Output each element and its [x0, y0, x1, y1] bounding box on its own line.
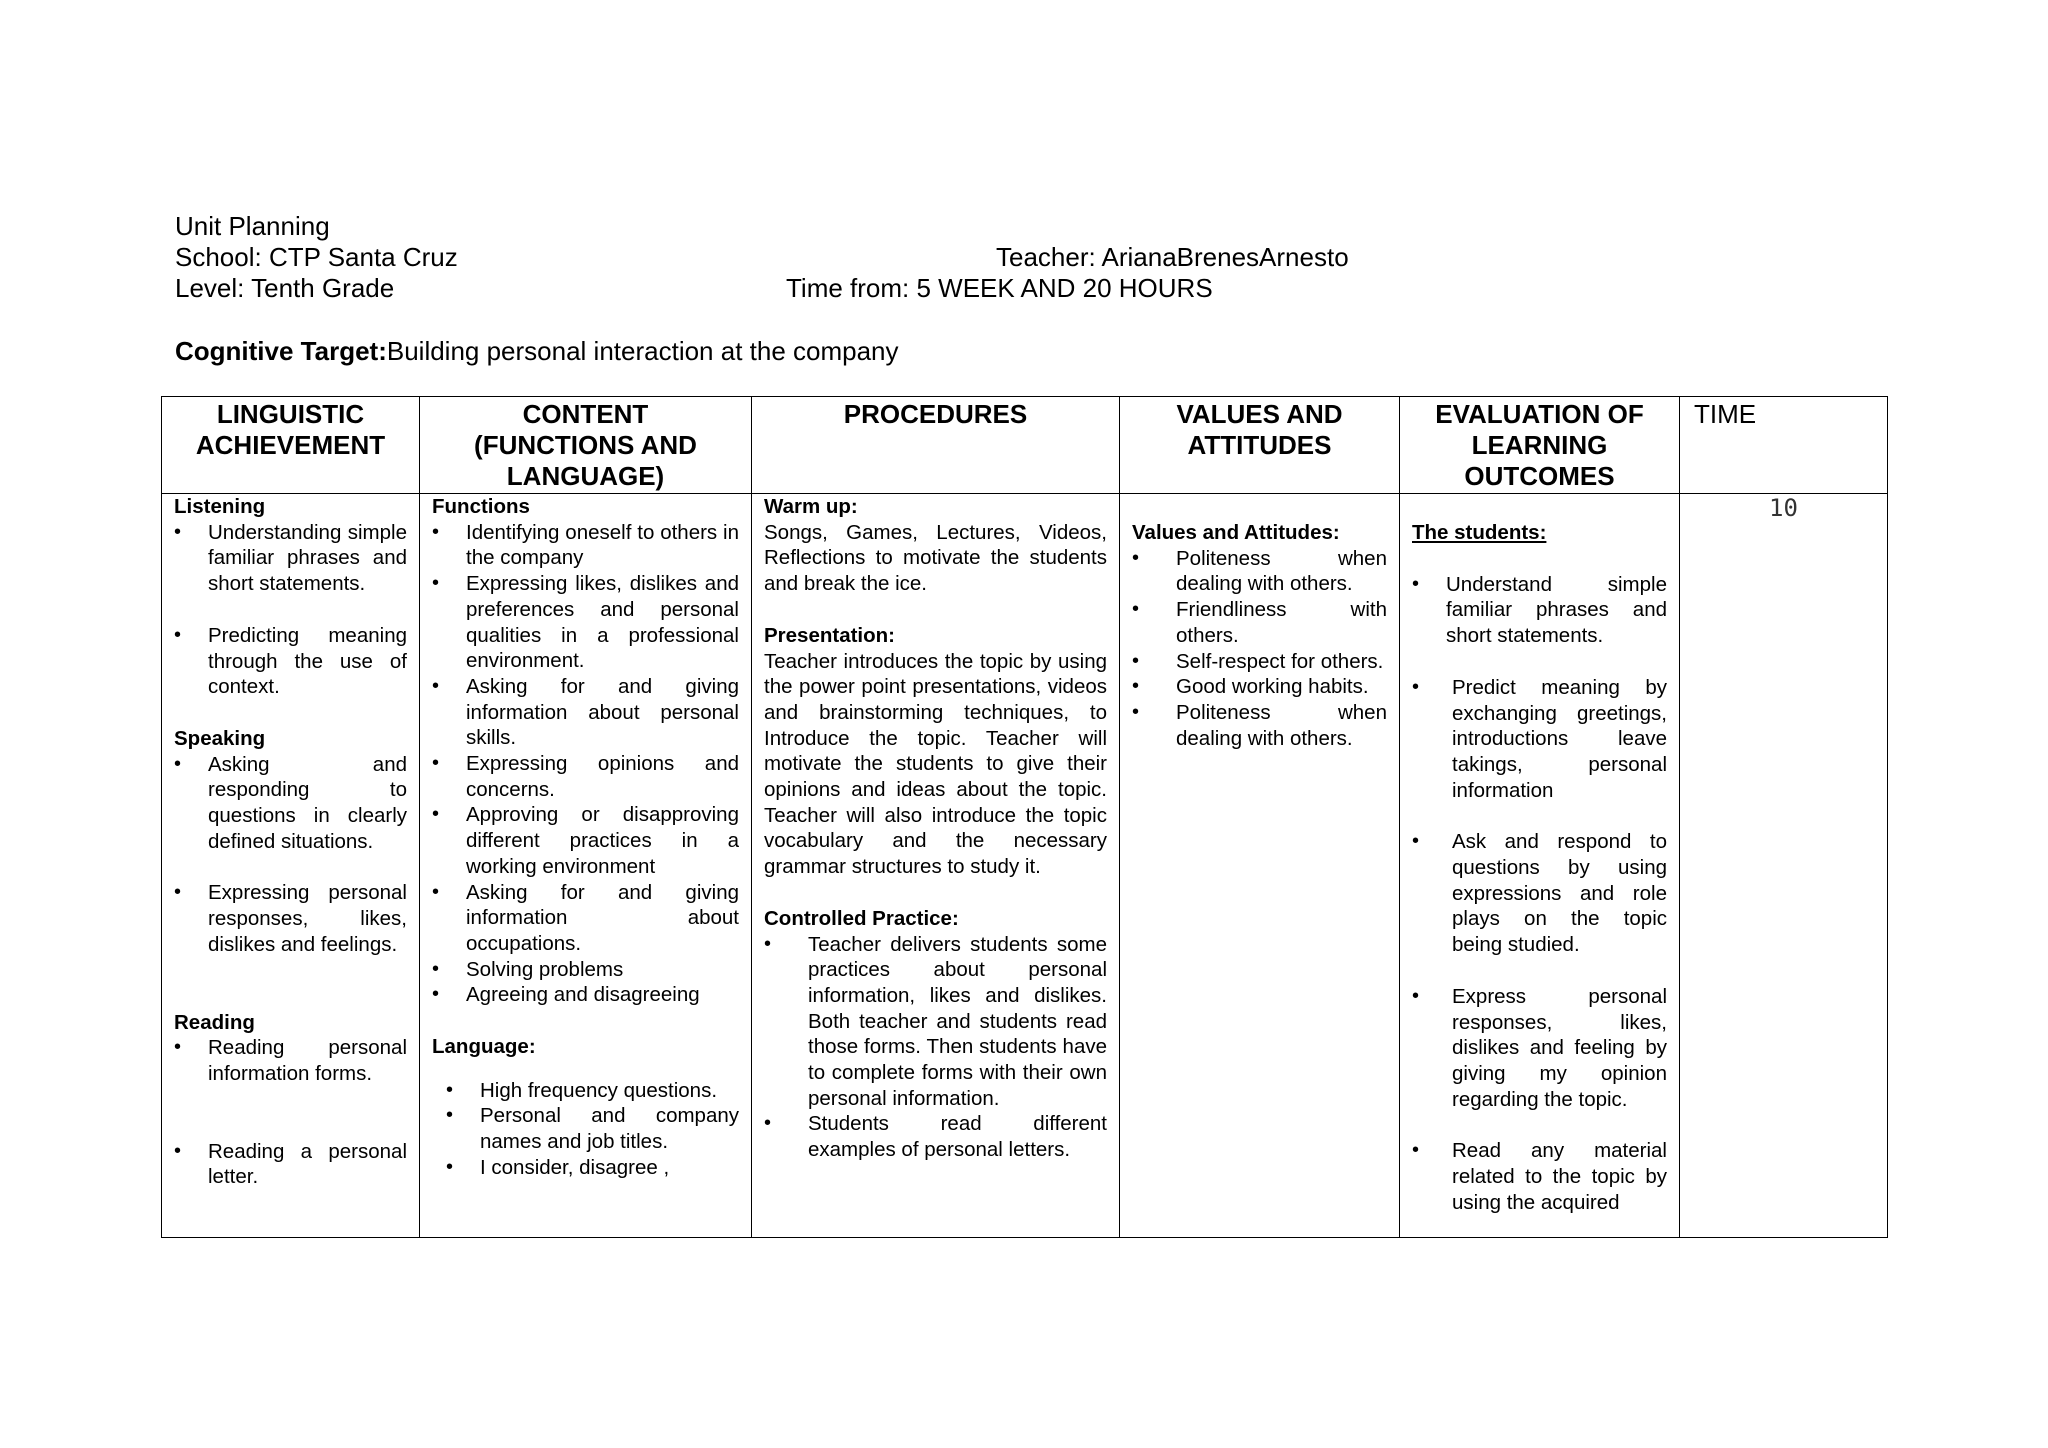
list-item: • Read any material related to the topic by using the acquired	[1412, 1138, 1667, 1215]
reading-title: Reading	[174, 1010, 255, 1034]
header-row	[162, 397, 1888, 494]
evaluation-list	[1412, 572, 1667, 1216]
list-item: • Students read different examples of personal letters.	[764, 1111, 1107, 1162]
teacher-label: Teacher: ArianaBrenesArnesto	[996, 242, 1349, 272]
list-item: • Identifying oneself to others in the company	[432, 520, 739, 571]
list-item: • Approving or disapproving different practices in a working environment	[432, 802, 739, 879]
list-item: • Expressing personal responses, likes, dislikes and feelings.	[174, 880, 407, 957]
warmup-title: Warm up:	[764, 495, 858, 518]
students-title: The students:	[1412, 521, 1547, 544]
document-title: Unit Planning	[175, 211, 330, 241]
evaluation-cell	[1400, 494, 1680, 1238]
content-cell	[420, 494, 752, 1238]
header-time: TIME	[1680, 397, 1888, 494]
reading-list	[174, 1035, 407, 1190]
controlled-practice-title: Controlled Practice:	[764, 906, 959, 930]
list-item: • Good working habits.	[1132, 674, 1387, 700]
list-item: • Express personal responses, likes, dislikes and feeling by giving my opinion regarding the topic.	[1412, 984, 1667, 1113]
list-item: • Asking for and giving information about occupations.	[432, 880, 739, 957]
language-title: Language:	[432, 1035, 536, 1059]
time-value: 10	[1769, 494, 1798, 522]
values-cell	[1120, 494, 1400, 1238]
cognitive-target	[175, 335, 899, 367]
procedures-cell	[752, 494, 1120, 1238]
list-item: • Reading a personal letter.	[174, 1139, 407, 1190]
list-item: • Teacher delivers students some practices about personal information, likes and dislikes. Both teacher and students read those forms. Then students have to complete forms with their own personal information.	[764, 932, 1107, 1112]
values-title: Values and Attitudes:	[1132, 521, 1340, 544]
listening-title: Listening	[174, 495, 266, 518]
header-procedures: PROCEDURES	[752, 397, 1120, 494]
list-item: • Reading personal information forms.	[174, 1035, 407, 1086]
header-evaluation: EVALUATION OF LEARNING OUTCOMES	[1400, 397, 1680, 494]
functions-list	[432, 520, 739, 1008]
time-from-label: Time from: 5 WEEK AND 20 HOURS	[786, 273, 1213, 303]
presentation-title: Presentation:	[764, 623, 895, 647]
functions-title: Functions	[432, 495, 530, 518]
cognitive-target-label: Cognitive Target:	[175, 336, 387, 366]
list-item: • Personal and company names and job titles.	[446, 1103, 739, 1154]
list-item: • Ask and respond to questions by using expressions and role plays on the topic being studied.	[1412, 829, 1667, 958]
header-content: CONTENT (FUNCTIONS AND LANGUAGE)	[420, 397, 752, 494]
list-item: • Politeness when dealing with others.	[1132, 700, 1387, 751]
list-item: • High frequency questions.	[446, 1078, 739, 1104]
list-item: • Asking and responding to questions in clearly defined situations.	[174, 752, 407, 855]
list-item: • Self-respect for others.	[1132, 649, 1387, 675]
list-item: • Solving problems	[432, 957, 739, 983]
list-item: • Understand simple familiar phrases and short statements.	[1412, 572, 1667, 649]
controlled-practice-list	[764, 932, 1107, 1163]
unit-plan-table	[161, 396, 1888, 1238]
list-item: • Friendliness with others.	[1132, 597, 1387, 648]
linguistic-cell	[162, 494, 420, 1238]
list-item: • Predicting meaning through the use of context.	[174, 623, 407, 700]
listening-list	[174, 520, 407, 700]
speaking-list	[174, 752, 407, 958]
list-item: • Expressing opinions and concerns.	[432, 751, 739, 802]
list-item: • I consider, disagree ,	[446, 1155, 739, 1181]
level-label: Level: Tenth Grade	[175, 273, 395, 303]
header-linguistic: LINGUISTIC ACHIEVEMENT	[162, 397, 420, 494]
time-cell	[1680, 494, 1888, 1238]
body-row	[162, 494, 1888, 1238]
list-item: • Predict meaning by exchanging greetings, introductions leave takings, personal information	[1412, 675, 1667, 804]
warmup-text: Songs, Games, Lectures, Videos, Reflections to motivate the students and break the ice.	[764, 520, 1107, 596]
school-label: School: CTP Santa Cruz	[175, 242, 458, 272]
header-values: VALUES AND ATTITUDES	[1120, 397, 1400, 494]
list-item: • Asking for and giving information about personal skills.	[432, 674, 739, 751]
language-list	[432, 1078, 739, 1181]
list-item: • Expressing likes, dislikes and preferences and personal qualities in a professional environment.	[432, 571, 739, 674]
cognitive-target-text: Building personal interaction at the company	[386, 336, 899, 366]
presentation-text: Teacher introduces the topic by using the power point presentations, videos and brainstorming techniques, to Introduce the topic. Teacher will motivate the students to give their opinions and ideas about the topic. Teacher will also introduce the topic vocabulary and the necessary grammar structures to study it.	[764, 649, 1107, 879]
list-item: • Understanding simple familiar phrases and short statements.	[174, 520, 407, 597]
speaking-title: Speaking	[174, 726, 266, 750]
list-item: • Politeness when dealing with others.	[1132, 546, 1387, 597]
values-list	[1132, 546, 1387, 752]
list-item: • Agreeing and disagreeing	[432, 982, 739, 1008]
